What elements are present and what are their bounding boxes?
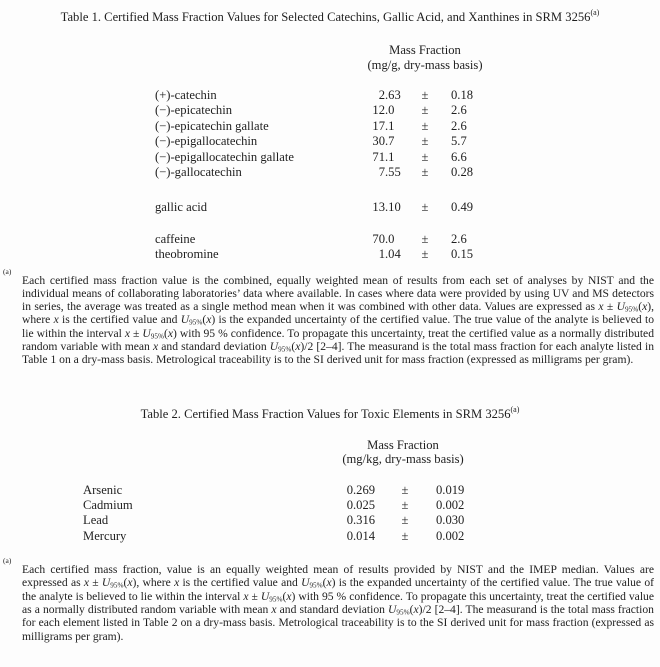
table2-header-line2: (mg/kg, dry-mass basis) [342,452,464,467]
table1-header-line2: (mg/g, dry-mass basis) [367,57,483,72]
value-fraction-part: .55 [385,164,401,179]
value-fraction-part: .1 [385,118,395,133]
value-fraction-part: .1 [385,149,395,164]
mass-fraction-value [367,119,411,134]
uncertainty-value: 6.6 [451,149,467,164]
table-row [83,529,660,544]
uncertainty-value: 0.002 [436,497,465,512]
mass-fraction-value [367,200,411,215]
plus-minus-symbol: ± [421,247,429,262]
mass-fraction-value [367,247,411,262]
value-fraction-part: .0 [385,231,395,246]
value-fraction-part: .316 [353,513,376,528]
uncertainty-value: 0.030 [436,513,465,528]
value-integer-part: 30 [372,134,385,149]
plus-minus-symbol: ± [401,528,409,543]
analyte-name: (−)-epigallocatechin gallate [155,149,294,164]
mass-fraction-value [367,88,411,103]
value-integer-part: 2 [378,88,385,102]
analyte-name: theobromine [155,247,219,262]
table-row [155,165,660,180]
value-integer-part: 0 [346,528,353,543]
table2-footnote: (a) Each certified mass fraction, value is an equally weighted mean of results provided by NIST and the IMEP median. Values are expressed as $x \pm U_{95\%}(x)$, where x is the certified value and $U_{95\%}(x)$ is the expanded uncertainty of the certified value. The true value of the analyte is believed to lie within the interval $x \pm U_{95\%}(x)$ with 95 % confidence. To propagate this uncertainty, treat the certified value as a normally distributed random variable with mean x and standard deviation $U_{95\%}(x)/2$ [2–4]. The measurand is the total mass fraction for each element listed in Table 2 on a dry-mass basis. Metrological traceability is to the SI derived unit for mass fraction (expressed as milligrams per gram). [3,556,654,643]
uncertainty-value: 0.28 [451,164,474,179]
table1-footnote-text: Each certified mass fraction value is the combined, equally weighted mean of results from each set of analyses by NIST and the individual means of collaborating laboratories’ data where available. In cases where data were provided by using UV and MS detectors in series, the average was treated as a single method mean when it was combined with other data. Values are expressed as $x \pm U_{95\%}(x)$, where x is the certified value and $U_{95\%}(x)$ is the expanded uncertainty of the certified value. The true value of the analyte is believed to lie within the interval $x \pm U_{95\%}(x)$ with 95 % confidence. To propagate this uncertainty, treat the certified value as a normally distributed random variable with mean x and standard deviation $U_{95\%}(x)/2$ [2–4]. The measurand is the total mass fraction for each analyte listed in Table 1 on a dry-mass basis. Metrological traceability is to the SI derived unit for mass fraction (expressed as milligrams per gram). [22,273,654,367]
table-row [83,498,660,513]
mass-fraction-value [367,232,411,247]
table-row [155,103,660,118]
mass-fraction-value [367,165,411,180]
uncertainty-value: 5.7 [451,134,467,149]
table1-rows [0,88,660,263]
value-integer-part: 0 [346,497,353,512]
plus-minus-symbol: ± [421,149,429,164]
value-fraction-part: .7 [385,134,395,149]
table1-title-text: Table 1. Certified Mass Fraction Values for Selected Catechins, Gallic Acid, and Xanthines in SRM 3256 [60,10,591,24]
value-fraction-part: .10 [385,200,401,215]
plus-minus-symbol: ± [421,118,429,133]
uncertainty-value: 0.49 [451,200,474,215]
value-integer-part: 0 [346,482,353,497]
analyte-name: Mercury [83,528,127,543]
plus-minus-symbol: ± [401,482,409,497]
plus-minus-symbol: ± [421,103,429,118]
table2-title [0,404,660,422]
value-fraction-part: .025 [353,497,376,512]
plus-minus-symbol: ± [421,164,429,179]
mass-fraction-value [345,513,389,528]
mass-fraction-value [345,498,389,513]
analyte-name: (+)-catechin [155,88,217,102]
table-row [155,200,660,215]
analyte-name: Lead [83,513,109,528]
analyte-name: Cadmium [83,497,133,512]
table-row [155,119,660,134]
analyte-name: (−)-epicatechin gallate [155,118,269,133]
plus-minus-symbol: ± [421,231,429,246]
uncertainty-value: 2.6 [451,231,467,246]
table-row [155,247,660,262]
value-integer-part: 71 [372,149,385,164]
table-row [155,150,660,165]
value-fraction-part: .04 [385,247,401,262]
table2-section [0,404,660,643]
uncertainty-value: 2.6 [451,103,467,118]
plus-minus-symbol: ± [401,497,409,512]
value-integer-part: 70 [372,231,385,246]
mass-fraction-value [367,134,411,149]
analyte-name: Arsenic [83,482,123,497]
value-integer-part: 13 [372,200,385,215]
uncertainty-value: 0.15 [451,247,474,262]
value-integer-part: 7 [378,164,385,179]
table2-column-header [268,438,538,467]
table2-rows [0,483,660,545]
plus-minus-symbol: ± [421,200,429,215]
table2-title-text: Table 2. Certified Mass Fraction Values for Toxic Elements in SRM 3256 [140,406,511,421]
value-integer-part: 0 [346,513,353,528]
mass-fraction-value [345,483,389,498]
table-row [155,232,660,247]
value-fraction-part: .0 [385,103,395,118]
mass-fraction-value [367,103,411,118]
value-fraction-part: .014 [353,528,376,543]
analyte-name: gallic acid [155,200,208,215]
table1-column-header [290,43,560,72]
analyte-name: (−)-epicatechin [155,103,233,118]
table2-footnote-text: Each certified mass fraction, value is an equally weighted mean of results provided by NIST and the IMEP median. Values are expressed as $x \pm U_{95\%}(x)$, where x is the certified value and $U_{95\%}(x)$ is the expanded uncertainty of the certified value. The true value of the analyte is believed to lie within the interval $x \pm U_{95\%}(x)$ with 95 % confidence. To propagate this uncertainty, treat the certified value as a normally distributed random variable with mean x and standard deviation $U_{95\%}(x)/2$ [2–4]. The measurand is the total mass fraction for each element listed in Table 2 on a dry-mass basis. Metrological traceability is to the SI derived unit for mass fraction (expressed as milligrams per gram). [22,563,654,643]
value-fraction-part: .63 [385,88,401,102]
mass-fraction-value [367,150,411,165]
plus-minus-symbol: ± [401,513,409,528]
table1-footnote-ref: (a) [590,8,600,17]
value-fraction-part: .269 [353,482,376,497]
table-row [83,483,660,498]
table1-footnote: (a) Each certified mass fraction value is the combined, equally weighted mean of results from each set of analyses by NIST and the individual means of collaborating laboratories’ data where available. In cases where data were provided by using UV and MS detectors in series, the average was treated as a single method mean when it was combined with other data. Values are expressed as $x \pm U_{95\%}(x)$, where x is the certified value and $U_{95\%}(x)$ is the expanded uncertainty of the certified value. The true value of the analyte is believed to lie within the interval $x \pm U_{95\%}(x)$ with 95 % confidence. To propagate this uncertainty, treat the certified value as a normally distributed random variable with mean x and standard deviation $U_{95\%}(x)/2$ [2–4]. The measurand is the total mass fraction for each analyte listed in Table 1 on a dry-mass basis. Metrological traceability is to the SI derived unit for mass fraction (expressed as milligrams per gram). [3,266,654,367]
mass-fraction-value [345,529,389,544]
value-integer-part: 12 [372,103,385,118]
table2-header-line1: Mass Fraction [367,437,439,452]
analyte-name: caffeine [155,231,196,246]
value-integer-part: 1 [378,247,385,262]
plus-minus-symbol: ± [421,134,429,149]
uncertainty-value: 2.6 [451,118,467,133]
uncertainty-value: 0.002 [436,528,465,543]
table-row [155,88,660,103]
analyte-name: (−)-epigallocatechin [155,134,258,149]
table-group-gap [155,216,660,232]
table-group-gap [155,180,660,200]
plus-minus-symbol: ± [421,88,429,102]
uncertainty-value: 0.019 [436,482,465,497]
value-integer-part: 17 [372,118,385,133]
table2-footnote-ref: (a) [510,404,520,414]
table1-title [0,0,660,25]
analyte-name: (−)-gallocatechin [155,164,242,179]
table-row [155,134,660,149]
uncertainty-value: 0.18 [451,88,474,102]
table-row [83,513,660,528]
table1-header-line1: Mass Fraction [389,43,461,57]
